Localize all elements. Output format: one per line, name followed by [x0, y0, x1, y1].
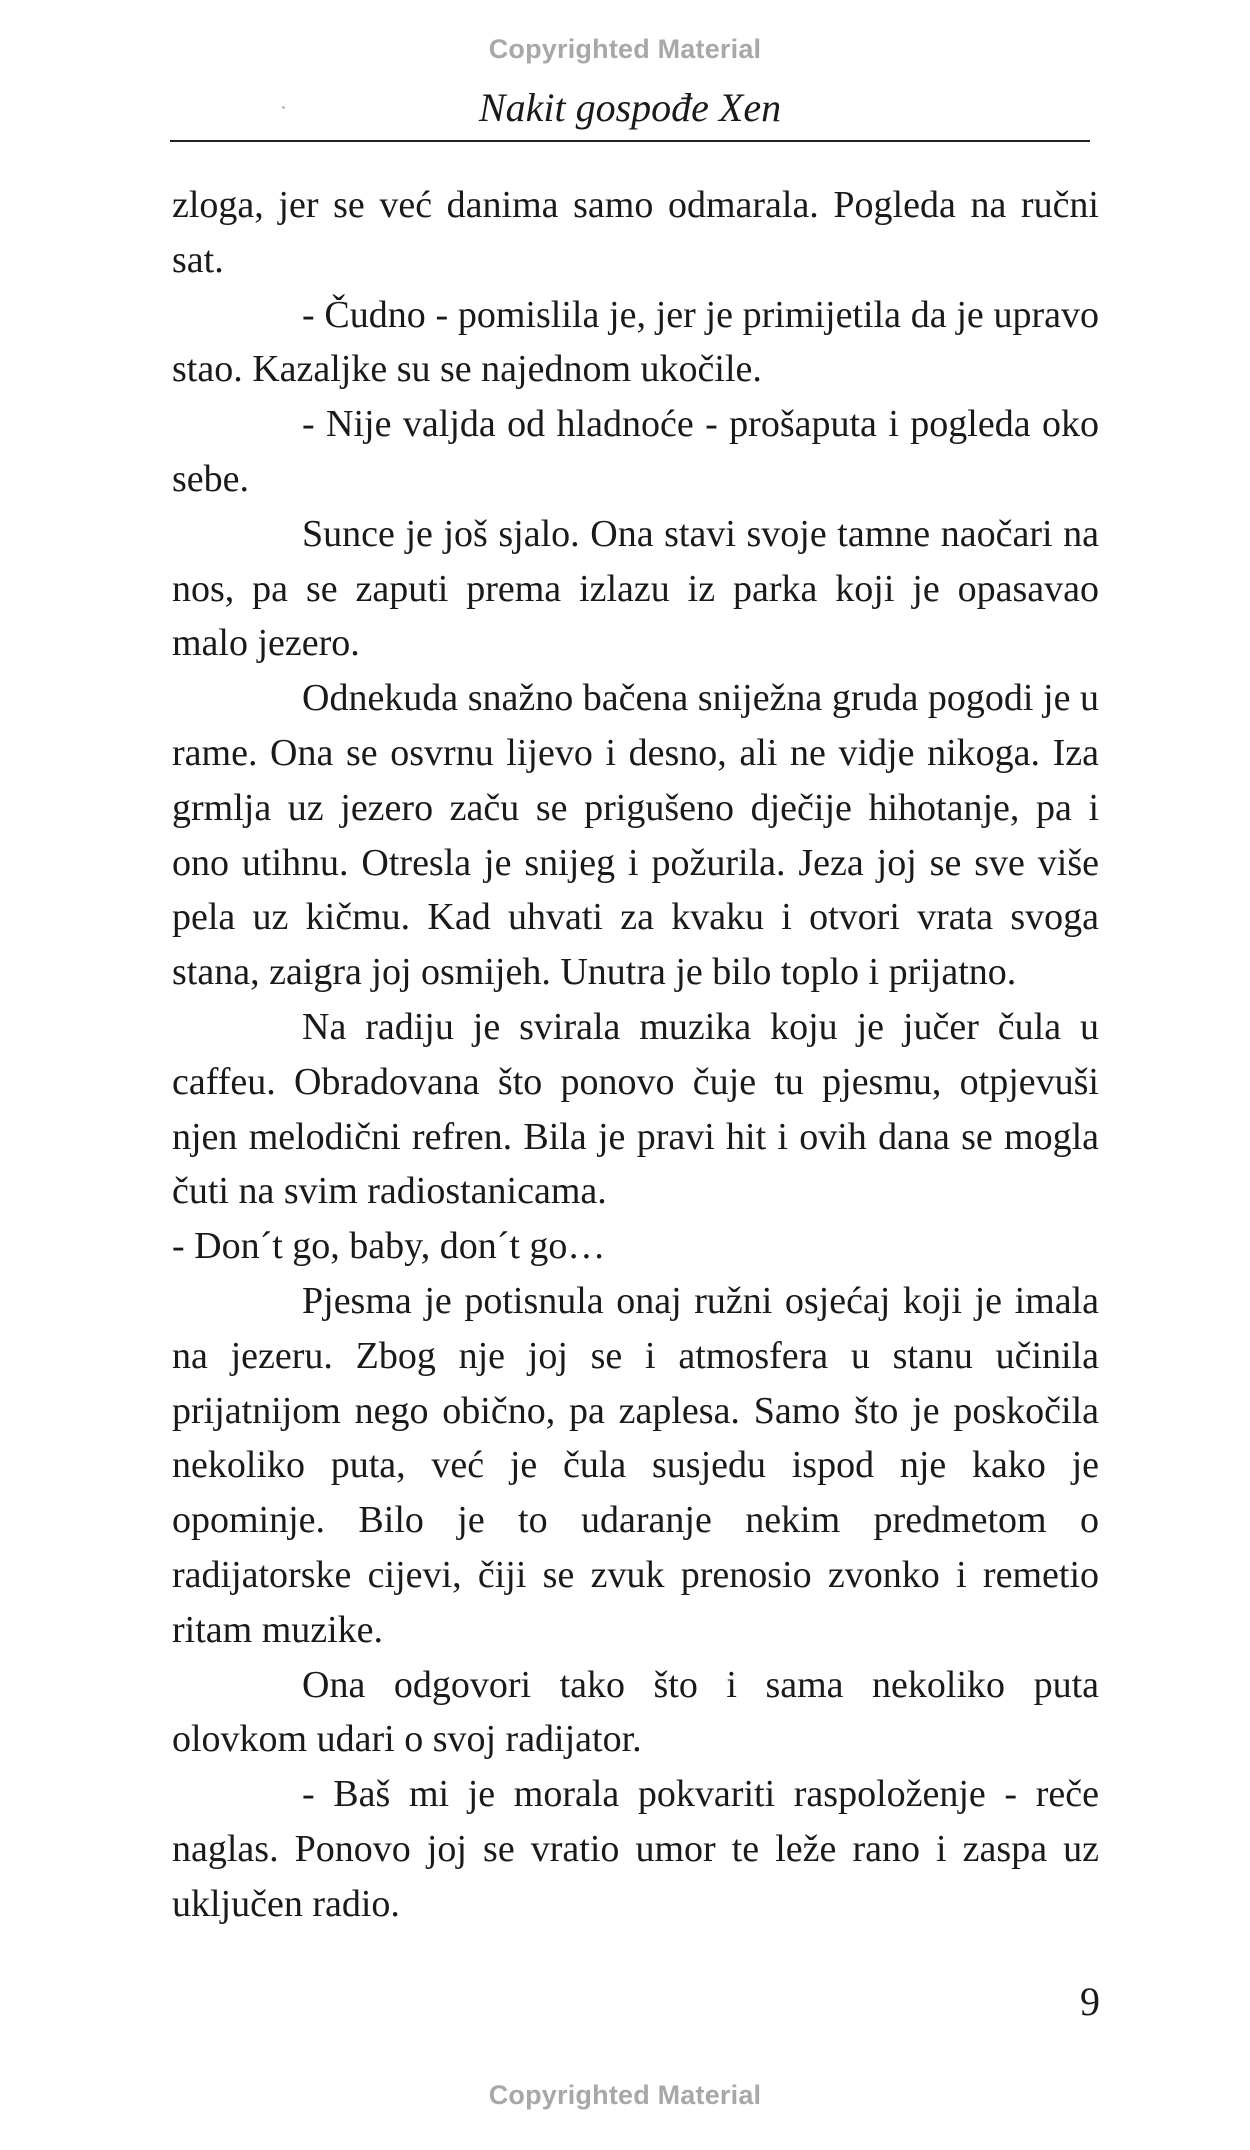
page-body [172, 178, 1099, 1932]
paragraph-4: Sunce je još sjalo. Ona stavi svoje tamne naočari na nos, pa se zaputi prema izlazu iz parka koji je opasavao malo jezero. [172, 512, 1099, 665]
paragraph-2: - Čudno - pomislila je, jer je primijetila da je upravo stao. Kazaljke su se najednom ukočile. [172, 293, 1099, 391]
header-rule [170, 140, 1090, 142]
paragraph-6: Na radiju je svirala muzika koju je jučer čula u caffeu. Obradovana što ponovo čuje tu pjesmu, otpjevuši njen melodični refren. Bila je pravi hit i ovih dana se mogla čuti na svim radiostanicama. [172, 1005, 1099, 1213]
page-number: 9 [1080, 1979, 1100, 2024]
paragraph-8: Pjesma je potisnula onaj ružni osjećaj koji je imala na jezeru. Zbog nje joj se i atmosfera u stanu učinila prijatnijom nego obično, pa zaplesa. Samo što je poskočila nekoliko puta, već je čula susjedu ispod nje kako je opominje. Bilo je to udaranje nekim predmetom o radijatorske cijevi, čiji se zvuk prenosio zvonko i remetio ritam muzike. [172, 1279, 1099, 1651]
copyright-watermark-top: Copyrighted Material [488, 34, 762, 64]
copyright-watermark-bottom: Copyrighted Material [488, 2080, 762, 2110]
paragraph-5: Odnekuda snažno bačena sniježna gruda pogodi je u rame. Ona se osvrnu lijevo i desno, ali ne vidje nikoga. Iza grmlja uz jezero začu se prigušeno dječije hihotanje, pa i ono utihnu. Otresla je snijeg i požurila. Jeza joj se sve više pela uz kičmu. Kad uhvati za kvaku i otvori vrata svoga stana, zaigra joj osmijeh. Unutra je bilo toplo i prijatno. [172, 677, 1099, 994]
paragraph-9: Ona odgovori tako što i sama nekoliko puta olovkom udari o svoj radijator. [172, 1663, 1099, 1761]
paragraph-3: - Nije valjda od hladnoće - prošaputa i pogleda oko sebe. [172, 403, 1099, 500]
running-header-title: Nakit gospođe Xen [478, 85, 782, 130]
paragraph-1: zloga, jer se već danima samo odmarala. Pogleda na ručni sat. [172, 184, 1099, 281]
paragraph-7: - Don´t go, baby, don´t go… [172, 1225, 606, 1268]
paragraph-10: - Baš mi je morala pokvariti raspoloženje - reče naglas. Ponovo joj se vratio umor te leže rano i zaspa uz uključen radio. [172, 1773, 1099, 1925]
